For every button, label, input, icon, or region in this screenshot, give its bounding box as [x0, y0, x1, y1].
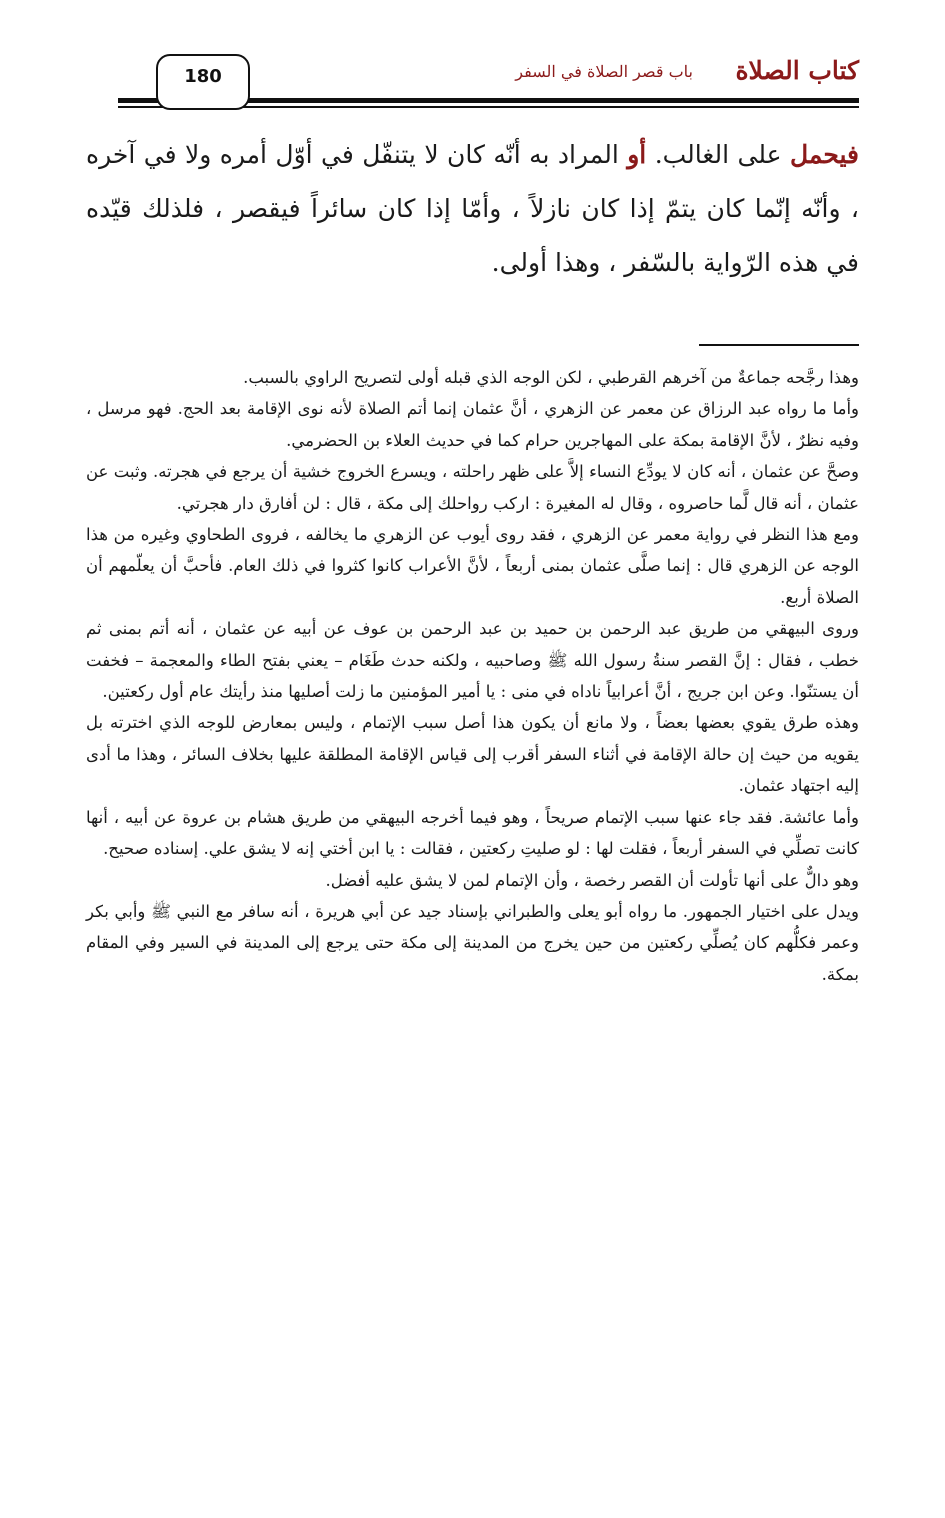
footnote-paragraph: وأما ما رواه عبد الرزاق عن معمر عن الزهري ، أنَّ عثمان إنما أتم الصلاة لأنه نوى الإقامة بعد الحج. فهو مرسل ، وفيه نظرٌ ، لأنَّ الإقامة بمكة على المهاجرين حرام كما في حديث العلاء بن الحضرمي.: [86, 399, 859, 450]
main-paragraph: [86, 128, 859, 290]
page-number-box: [156, 54, 250, 110]
footnote-paragraph: وهو دالٌّ على أنها تأولت أن القصر رخصة ، وأن الإتمام لمن لا يشق عليه أفضل.: [325, 870, 859, 890]
main-text-part-2: المراد به أنّه كان لا يتنفّل في أوّل أمره ولا في آخره ، وأنّه إنّما كان يتمّ إذا كان نازلاً ، وأمّا إذا كان سائراً فيقصر ، فلذلك قيّده في هذه الرّواية بالسّفر ، وهذا أولى.: [86, 140, 859, 277]
book-title: كتاب الصلاة: [735, 56, 859, 85]
main-text: [86, 128, 859, 290]
chapter-title: باب قصر الصلاة في السفر: [515, 62, 693, 81]
page-number: 180: [184, 65, 222, 87]
main-text-part-1: على الغالب.: [646, 140, 790, 169]
footnotes: [86, 362, 859, 990]
footnote-paragraph: وأما عائشة. فقد جاء عنها سبب الإتمام صريحاً ، وهو فيما أخرجه البيهقي من طريق هشام بن عروة عن أبيه ، أنها كانت تصلِّي في السفر أربعاً ، فقلت لها : لو صليتِ ركعتين ، فقالت : يا ابن أختي إنه لا يشق علي. إسناده صحيح.: [86, 807, 859, 859]
footnote-separator: [699, 344, 859, 346]
footnote-paragraph: ويدل على اختيار الجمهور. ما رواه أبو يعلى والطبراني بإسناد جيد عن أبي هريرة ، أنه سافر مع النبي ﷺ وأبي بكر وعمر فكلُّهم كان يُصلِّي ركعتين من حين يخرج من المدينة إلى مكة حتى يرجع إلى المدينة في السير وفي المقام بمكة.: [86, 901, 859, 984]
keyword-aw: أو: [627, 140, 647, 169]
footnote-paragraph: وروى البيهقي من طريق عبد الرحمن بن حميد بن عبد الرحمن بن عوف عن أبيه عن عثمان ، أنه أتم بمنى ثم خطب ، فقال : إنَّ القصر سنةُ رسول الله ﷺ وصاحبيه ، ولكنه حدث طَغَام – يعني بفتح الطاء والمعجمة – فخفت أن يستنّوا. وعن ابن جريج ، أنَّ أعرابياً ناداه في منى : يا أمير المؤمنين ما زلت أصليها منذ رأيتك عام أول ركعتين.: [86, 619, 859, 702]
footnote-paragraph: وهذه طرق يقوي بعضها بعضاً ، ولا مانع أن يكون هذا أصل سبب الإتمام ، وليس بمعارض للوجه الذي اخترته بل يقويه من حيث إن حالة الإقامة في أثناء السفر أقرب إلى قياس الإقامة المطلقة عليها بخلاف السائر ، وهذا ما أدى إليه اجتهاد عثمان.: [86, 713, 859, 796]
footnote-paragraph: وهذا رجَّحه جماعةٌ من آخرهم القرطبي ، لكن الوجه الذي قبله أولى لتصريح الراوي بالسبب.: [243, 368, 859, 387]
footnote-paragraph: ومع هذا النظر في رواية معمر عن الزهري ، فقد روى أيوب عن الزهري ما يخالفه ، فروى الطحاوي وغيره من هذا الوجه عن الزهري قال : إنما صلَّى عثمان بمنى أربعاً ، لأنَّ الأعراب كانوا كثروا في ذلك العام. فأحبَّ أن يعلّمهم أن الصلاة أربع.: [86, 525, 859, 607]
keyword-fayuhmal: فيحمل: [789, 140, 859, 169]
footnote-paragraph: وصحَّ عن عثمان ، أنه كان لا يودِّع النساء إلاَّ على ظهر راحلته ، ويسرع الخروج خشية أن يرجع في هجرته. وثبت عن عثمان ، أنه قال لَّما حاصروه ، وقال له المغيرة : اركب رواحلك إلى مكة ، قال : لن أفارق دار هجرتي.: [86, 462, 859, 513]
